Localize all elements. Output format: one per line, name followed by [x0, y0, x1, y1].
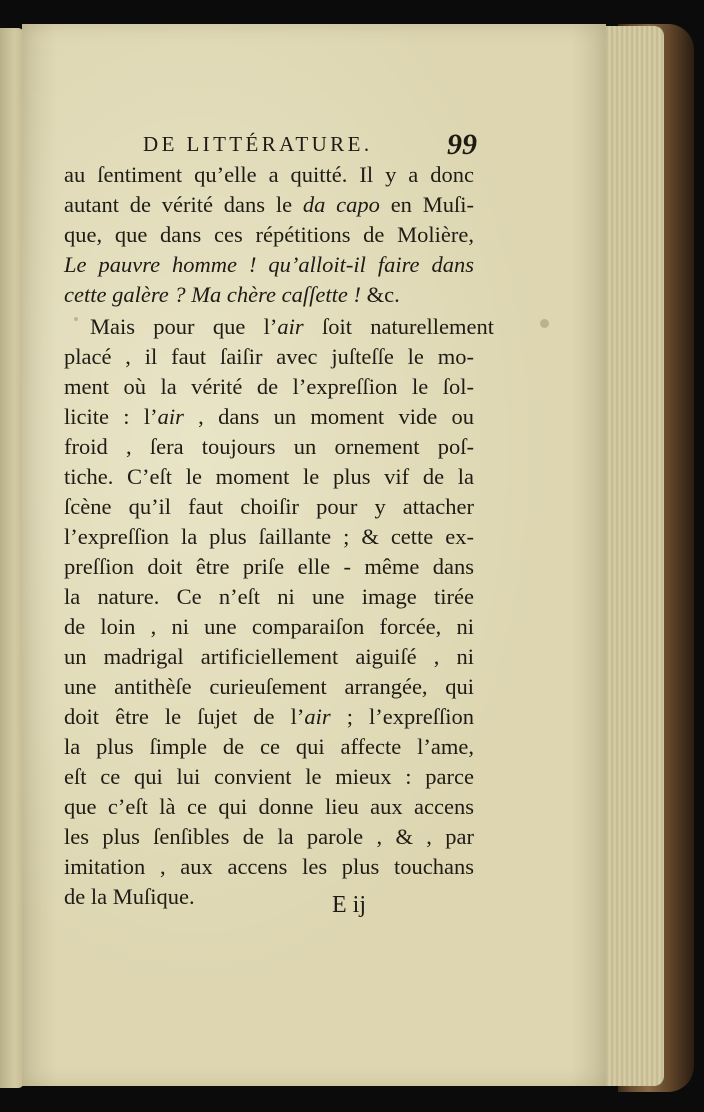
text-run: ; l’expreſſion [330, 704, 474, 729]
text-run: , dans un moment vide ou [183, 404, 474, 429]
text-run: en Muſi- [379, 192, 474, 217]
text-line [64, 702, 474, 732]
text-run: Mais pour que l’ [90, 314, 278, 339]
text-run: doit être le ſujet de l’ [64, 704, 305, 729]
text-run: eſt ce qui lui convient le mieux : parce [64, 764, 474, 789]
text-run: les plus ſenſibles de la parole , & , par [64, 824, 474, 849]
text-run: placé , il faut ſaiſir avec juſteſſe le mo- [64, 344, 474, 369]
text-run: un madrigal artificiellement aiguiſé , ni [64, 644, 474, 669]
text-line [64, 732, 474, 762]
italic-run: cette galère ? Ma chère caſſette ! [64, 282, 361, 307]
text-run: que, que dans ces répétitions de Molière, [64, 222, 474, 247]
text-run: la plus ſimple de ce qui affecte l’ame, [64, 734, 474, 759]
text-line [64, 342, 474, 372]
text-run: ment où la vérité de l’expreſſion le ſol- [64, 374, 474, 399]
text-line [64, 612, 474, 642]
text-run: autant de vérité dans le [64, 192, 303, 217]
text-line [64, 250, 474, 280]
text-line [64, 402, 474, 432]
text-line [64, 462, 474, 492]
italic-run: air [157, 404, 184, 429]
text-run: &c. [360, 282, 400, 307]
text-line [90, 312, 494, 342]
text-line [64, 220, 474, 250]
italic-run: air [277, 314, 304, 339]
text-run: au ſentiment qu’elle a quitté. Il y a donc [64, 162, 474, 187]
text-line [64, 160, 474, 190]
text-run: preſſion doit être priſe elle - même dans [64, 554, 474, 579]
running-head: DE LITTÉRATURE. [143, 132, 373, 156]
page-number: 99 [447, 128, 477, 161]
text-line [64, 672, 474, 702]
text-line [64, 852, 474, 882]
text-run: imitation , aux accens les plus touchans [64, 854, 474, 879]
italic-run: air [304, 704, 331, 729]
text-line [64, 552, 474, 582]
text-line [64, 762, 474, 792]
text-line [64, 190, 474, 220]
text-line [64, 372, 474, 402]
text-run: licite : l’ [64, 404, 158, 429]
text-line [64, 522, 474, 552]
text-run: que c’eſt là ce qui donne lieu aux accens [64, 794, 474, 819]
text-run: l’expreſſion la plus ſaillante ; & cette ex- [64, 524, 474, 549]
text-run: ſoit naturellement [303, 314, 494, 339]
text-run: la nature. Ce n’eſt ni une image tirée [64, 584, 474, 609]
text-line [64, 492, 474, 522]
italic-run: Le pauvre homme ! qu’alloit-il faire dans [64, 252, 474, 277]
text-run: de loin , ni une comparaiſon forcée, ni [64, 614, 474, 639]
text-line [64, 432, 474, 462]
text-run: tiche. C’eſt le moment le plus vif de la [64, 464, 474, 489]
foxing-spot [74, 317, 78, 321]
text-line [64, 792, 474, 822]
text-run: ſcène qu’il faut choiſir pour y attacher [64, 494, 474, 519]
foxing-spot [540, 319, 549, 328]
text-line [64, 882, 195, 912]
text-run: de la Muſique. [64, 884, 195, 909]
text-line [64, 642, 474, 672]
facing-page-edge [0, 28, 24, 1088]
italic-run: da capo [302, 192, 380, 217]
text-run: froid , ſera toujours un ornement poſ- [64, 434, 474, 459]
text-line [64, 582, 474, 612]
signature-mark: E ij [332, 892, 366, 918]
text-line [64, 822, 474, 852]
text-run: une antithèſe curieuſement arrangée, qui [64, 674, 474, 699]
text-line [64, 280, 400, 310]
